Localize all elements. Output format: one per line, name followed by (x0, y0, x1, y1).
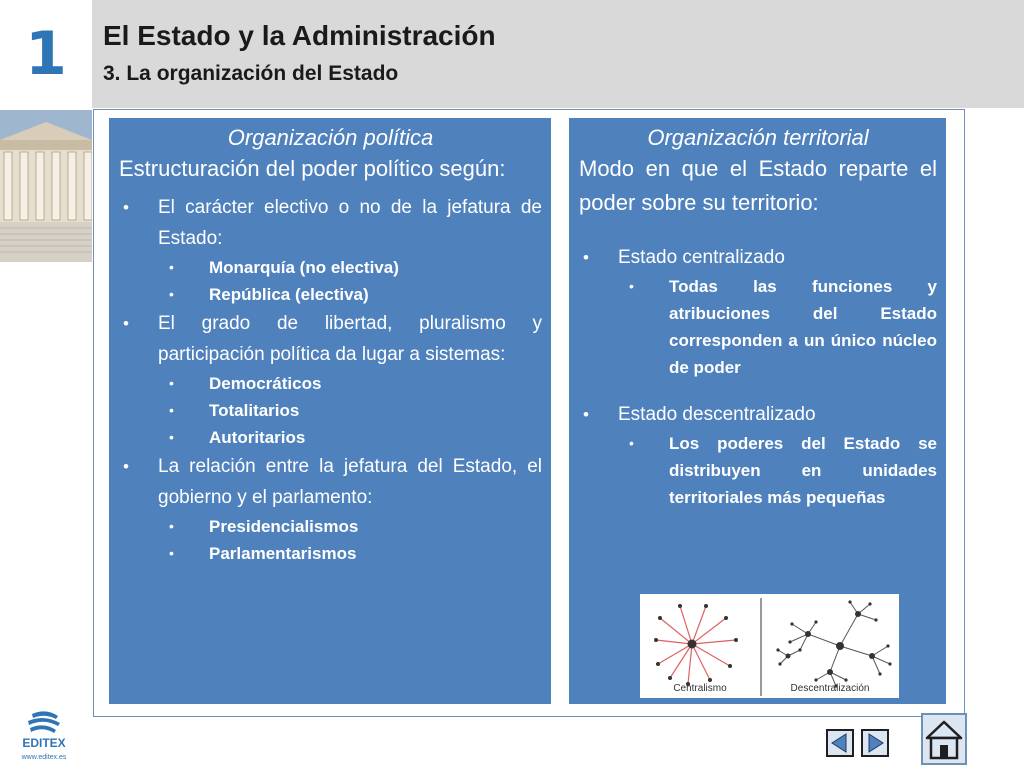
logo-name: EDITEX (22, 736, 66, 750)
political-criteria-list (119, 192, 542, 567)
list-item: • Estado centralizado • Todas las funciones y atribuciones del Estado corresponden a un único núcleo de poder (579, 242, 937, 381)
list-item: • El carácter electivo o no de la jefatura de Estado: • Monarquía (no electiva) • República (electiva) (119, 192, 542, 308)
panel-lead: Estructuración del poder político según: (119, 156, 506, 181)
sub-list-item: • Democráticos (158, 370, 542, 397)
sub-list-item: • Monarquía (no electiva) (158, 254, 542, 281)
sub-list-item: • Presidencialismos (158, 513, 542, 540)
building-photo (0, 110, 92, 262)
decentralization-label: Descentralización (790, 683, 870, 694)
home-icon[interactable] (921, 713, 967, 765)
panel-title: Organización política (227, 125, 434, 150)
sub-list-item: • Los poderes del Estado se distribuyen en unidades territoriales más pequeñas (618, 430, 937, 511)
sub-list-item: • Parlamentarismos (158, 540, 542, 567)
territorial-model-list (579, 242, 937, 511)
list-item: • La relación entre la jefatura del Estado, el gobierno y el parlamento: • Presidencialismos • Parlamentarismos (119, 451, 542, 567)
next-arrow-icon[interactable] (861, 729, 889, 757)
centralism-decentralization-diagram (640, 594, 899, 698)
editex-logo (12, 710, 76, 762)
sub-list-item: • República (electiva) (158, 281, 542, 308)
sub-list-item: • Todas las funciones y atribuciones del Estado corresponden a un único núcleo de poder (618, 273, 937, 381)
header-bar (92, 0, 1024, 108)
list-item: • El grado de libertad, pluralismo y participación política da lugar a sistemas: • Democráticos • Totalitarios • Autoritarios (119, 308, 542, 451)
list-item: • Estado descentralizado • Los poderes del Estado se distribuyen en unidades territoriales más pequeñas (579, 399, 937, 511)
sub-list-item: • Autoritarios (158, 424, 542, 451)
political-organization-panel (109, 118, 551, 704)
chapter-number: 1 (25, 19, 67, 89)
page-title: El Estado y la Administración (103, 20, 496, 51)
sub-list-item: • Totalitarios (158, 397, 542, 424)
panel-lead: Modo en que el Estado reparte el poder sobre su territorio: (579, 156, 937, 215)
panel-title: Organización territorial (647, 125, 869, 150)
centralism-label: Centralismo (673, 683, 727, 694)
page-subtitle: 3. La organización del Estado (103, 62, 399, 85)
logo-url: www.editex.es (21, 754, 67, 761)
prev-arrow-icon[interactable] (826, 729, 854, 757)
